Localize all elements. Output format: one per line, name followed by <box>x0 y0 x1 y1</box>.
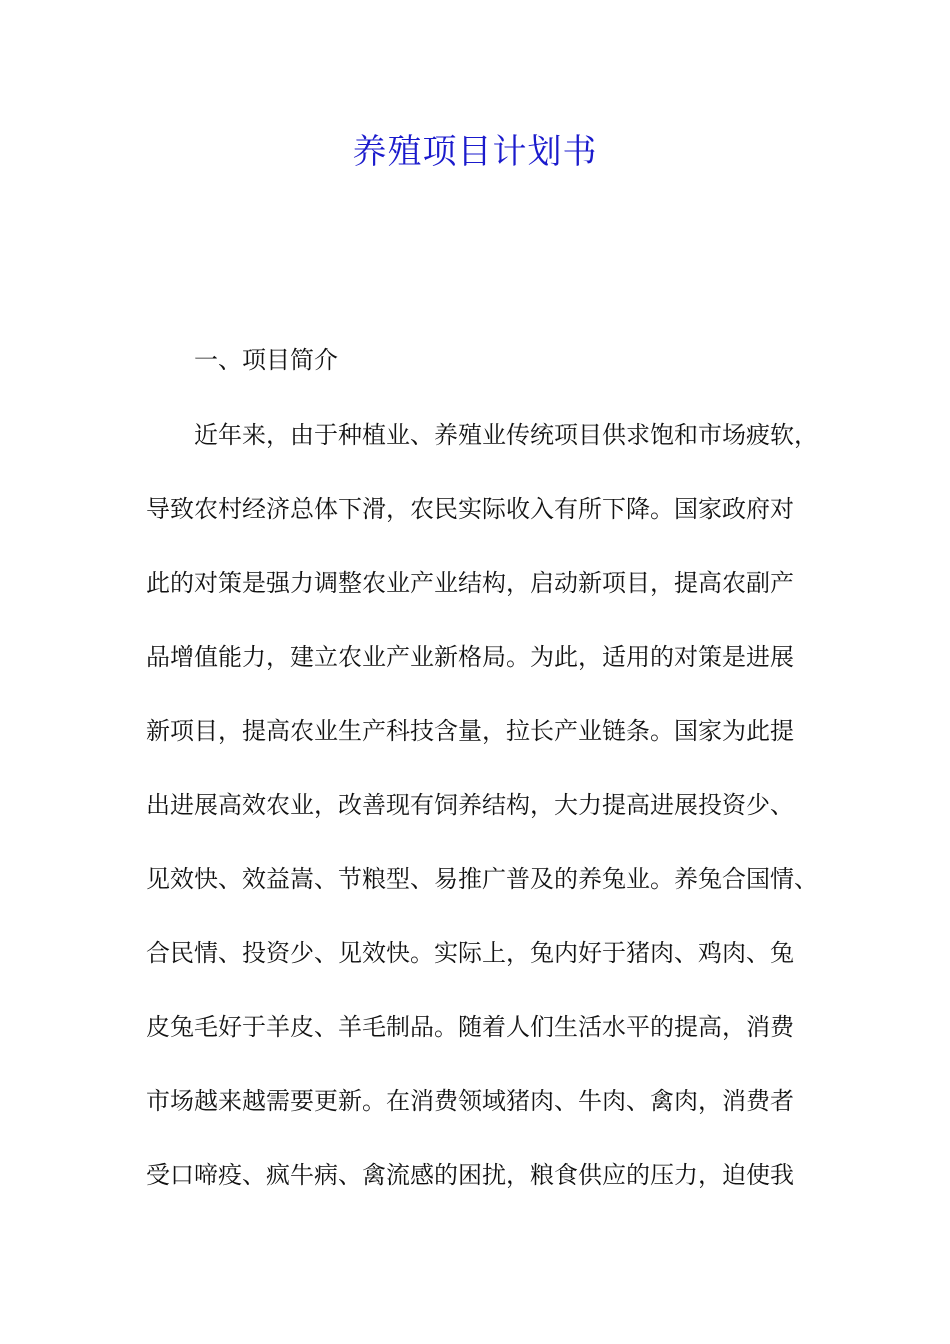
paragraph-line: 新项目，提高农业生产科技含量，拉长产业链条。国家为此提 <box>146 717 794 745</box>
paragraph-line: 皮兔毛好于羊皮、羊毛制品。随着人们生活水平的提高，消费 <box>146 1013 794 1041</box>
paragraph-line: 出进展高效农业，改善现有饲养结构，大力提高进展投资少、 <box>146 791 794 819</box>
paragraph-line: 受口啼疫、疯牛病、禽流感的困扰，粮食供应的压力，迫使我 <box>146 1161 794 1189</box>
paragraph-line: 近年来，由于种植业、养殖业传统项目供求饱和市场疲软， <box>194 421 818 449</box>
paragraph-line: 见效快、效益嵩、节粮型、易推广普及的养兔业。养兔合国情、 <box>146 865 818 893</box>
section-heading: 一、项目简介 <box>194 346 338 374</box>
paragraph-line: 导致农村经济总体下滑，农民实际收入有所下降。国家政府对 <box>146 495 794 523</box>
paragraph-line: 市场越来越需要更新。在消费领域猪肉、牛肉、禽肉，消费者 <box>146 1087 794 1115</box>
paragraph-line: 品增值能力，建立农业产业新格局。为此，适用的对策是进展 <box>146 643 794 671</box>
document-title: 养殖项目计划书 <box>352 132 598 172</box>
paragraph-line: 合民情、投资少、见效快。实际上，兔内好于猪肉、鸡肉、兔 <box>146 939 794 967</box>
paragraph-line: 此的对策是强力调整农业产业结构，启动新项目，提高农副产 <box>146 569 794 597</box>
